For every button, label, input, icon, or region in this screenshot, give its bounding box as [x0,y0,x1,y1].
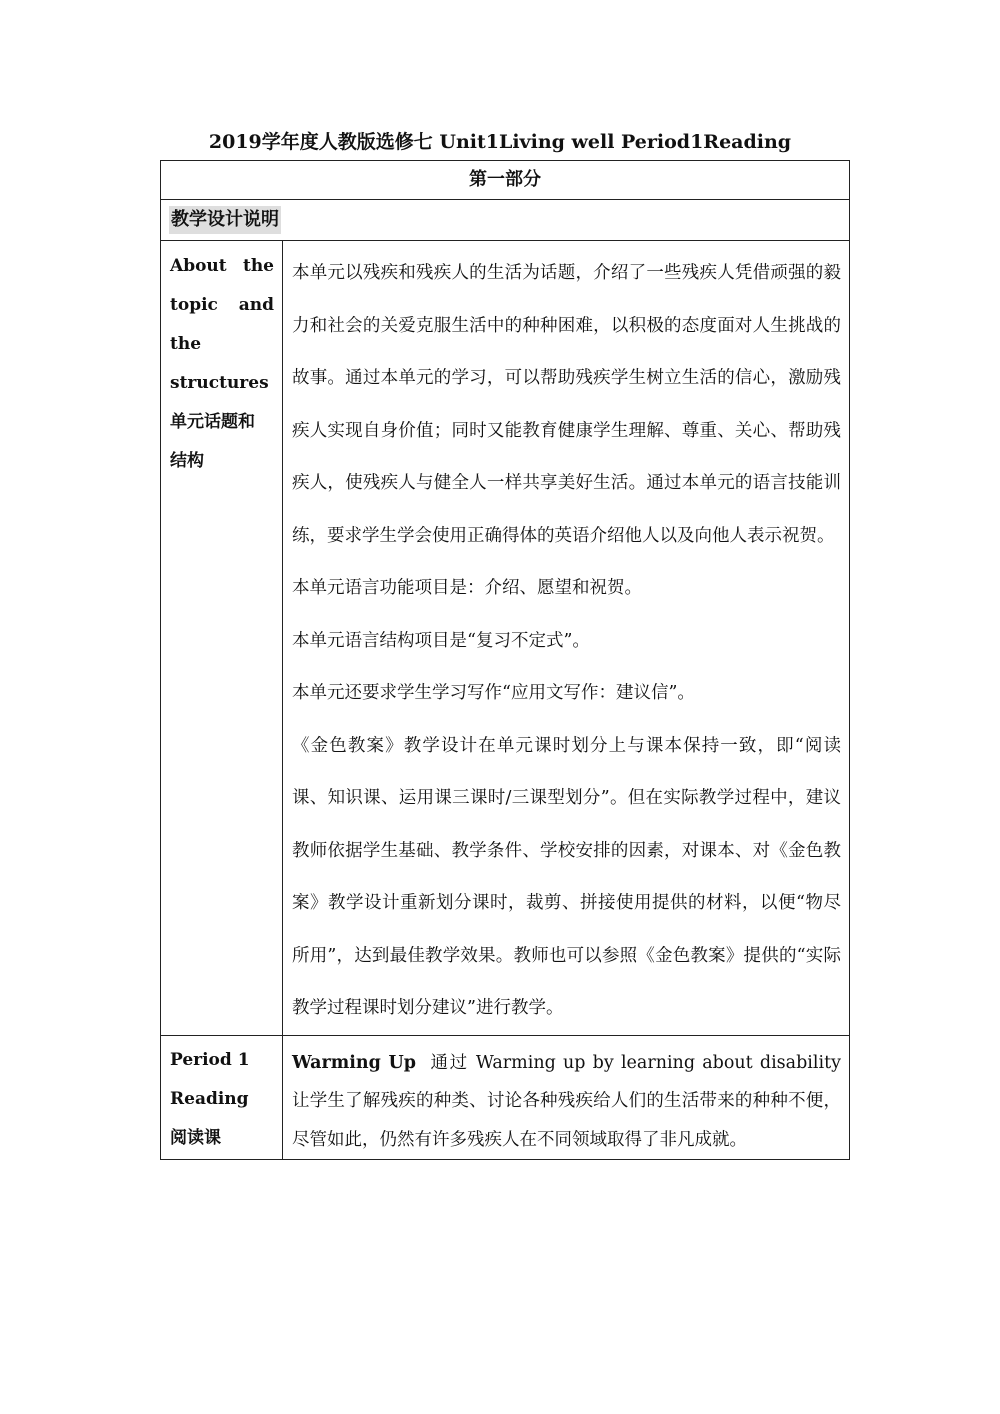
period-label-line: Period 1 [170,1049,250,1070]
part-one-header: 第一部分 [161,161,850,200]
content-paragraph: 本单元语言结构项目是“复习不定式”。 [292,630,590,651]
label-word: topic [170,295,218,315]
label-line: the [170,334,202,354]
period-label-cell [161,1035,283,1160]
content-paragraph: 《金色教案》教学设计在单元课时划分上与课本保持一致，即“阅读课、知识课、运用课三课时/三课型划分”。但在实际教学过程中，建议教师依据学生基础、教学条件、学校安排的因素，对课本、对《金色教案》教学设计重新划分课时，裁剪、拼接使用提供的材料，以便“物尽所用”，达到最佳教学效果。教师也可以参照《金色教案》提供的“实际教学过程课时划分建议”进行教学。 [292,735,841,1018]
label-word: and [238,295,274,315]
warming-up-heading: Warming Up [292,1052,417,1073]
label-line [170,286,274,325]
section-heading-row [161,200,850,241]
label-line [170,247,274,286]
content-paragraph: 本单元还要求学生学习写作“应用文写作：建议信”。 [292,683,695,703]
document-title: 2019学年度人教版选修七 Unit1Living well Period1Reading [208,131,792,153]
label-line: structures [170,373,269,393]
content-paragraph: 本单元语言功能项目是：介绍、愿望和祝贺。 [292,578,642,598]
label-word: About [170,256,227,276]
period-label-line: Reading [170,1088,249,1109]
topic-structure-content-cell [283,241,850,1036]
topic-structure-label-cell [161,241,283,1036]
warming-up-text: 通过 Warming up by learning about disability 让学生了解残疾的种类、讨论各种残疾给人们的生活带来的种种不便，尽管如此，仍然有许多残疾人在不同领域取得了非凡成就。 [292,1052,842,1150]
label-word: the [242,256,274,276]
content-paragraph: 本单元以残疾和残疾人的生活为话题，介绍了一些残疾人凭借顽强的毅力和社会的关爱克服生活中的种种困难，以积极的态度面对人生挑战的故事。通过本单元的学习，可以帮助残疾学生树立生活的信心，激励残疾人实现自身价值；同时又能教育健康学生理解、尊重、关心、帮助残疾人，使残疾人与健全人一样共享美好生活。通过本单元的语言技能训练，要求学生学会使用正确得体的英语介绍他人以及向他人表示祝贺。 [292,263,841,546]
period-label-line: 阅读课 [170,1127,221,1148]
section-heading: 教学设计说明 [169,206,281,234]
lesson-plan-table [160,160,850,1160]
label-line-zh: 单元话题和 [170,412,255,432]
period-content-cell [283,1035,850,1160]
label-line-zh: 结构 [170,451,204,471]
